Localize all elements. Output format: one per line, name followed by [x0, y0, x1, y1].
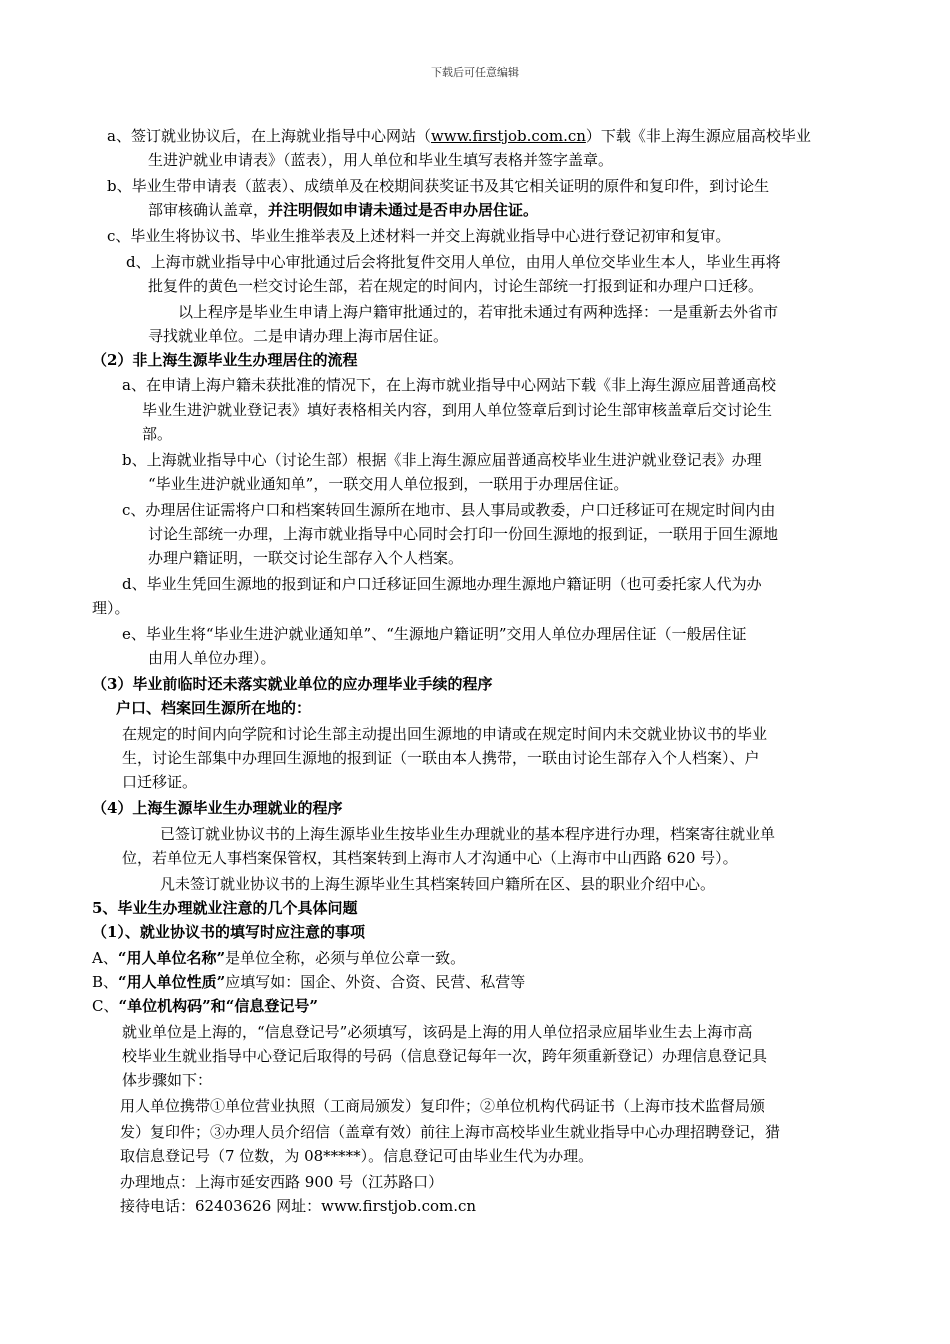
item-a-line2: 生进沪就业申请表》（蓝表），用人单位和毕业生填写表格并签字盖章。	[148, 151, 614, 169]
s2-item-a-line2: 毕业生进沪就业登记表》填好表格相关内容，到用人单位签章后到讨论生部审核盖章后交讨论生	[142, 401, 773, 419]
s2-item-e-line1: e、毕业生将“毕业生进沪就业通知单”、“生源地户籍证明”交用人单位办理居住证（一般居住证	[122, 625, 747, 643]
contact-info: 接待电话：62403626 网址：www.firstjob.com.cn	[120, 1197, 477, 1215]
s4-para-line2: 位，若单位无人事档案保管权，其档案转到上海市人才沟通中心（上海市中山西路 620 号）。	[122, 849, 738, 867]
item-A	[92, 946, 465, 970]
s2-item-c-line2: 讨论生部统一办理，上海市就业指导中心同时会打印一份回生源地的报到证，一联用于回生源地	[148, 525, 779, 543]
section-2-title: （2）非上海生源毕业生办理居住的流程	[92, 351, 358, 369]
item-c-line1: c、毕业生将协议书、毕业生推举表及上述材料一并交上海就业指导中心进行登记初审和复审。	[107, 227, 731, 245]
s2-item-a-line3: 部。	[142, 425, 173, 443]
item-B-bold: “用人单位性质”	[118, 973, 226, 991]
item-A-marker: A、	[92, 949, 118, 967]
item-d-line2: 批复件的黄色一栏交讨论生部，若在规定的时间内，讨论生部统一打报到证和办理户口迁移。	[148, 277, 764, 295]
item-B	[92, 970, 525, 994]
s5-steps-line3: 取信息登记号（7 位数，为 08*****）。信息登记可由毕业生代为办理。	[120, 1147, 594, 1165]
item-b-text: 部审核确认盖章，	[148, 201, 269, 219]
item-a-text: a、签订就业协议后，在上海就业指导中心网站（	[107, 127, 431, 145]
section-5-subtitle: （1）、就业协议书的填写时应注意的事项	[92, 923, 365, 941]
item-b-line2	[148, 198, 538, 222]
s5-para-line2: 校毕业生就业指导中心登记后取得的号码（信息登记每年一次，跨年须重新登记）办理信息登记具	[122, 1047, 768, 1065]
item-C-marker: C、	[92, 997, 119, 1015]
section-5-title: 5、毕业生办理就业注意的几个具体问题	[92, 899, 358, 917]
note-line2: 寻找就业单位。二是申请办理上海市居住证。	[148, 327, 449, 345]
item-A-bold: “用人单位名称”	[117, 949, 226, 967]
item-B-text: 应填写如：国企、外资、合资、民营、私营等	[225, 973, 526, 991]
s5-para-line1: 就业单位是上海的，“信息登记号”必须填写，该码是上海的用人单位招录应届毕业生去上海市高	[122, 1023, 753, 1041]
item-a-text-end: ）下载《非上海生源应届高校毕业	[585, 127, 811, 145]
s2-item-c-line1: c、办理居住证需将户口和档案转回生源所在地市、县人事局或教委，户口迁移证可在规定时间内由	[122, 501, 776, 519]
item-C-bold: “单位机构码”和“信息登记号”	[118, 997, 318, 1015]
s3-para-line1: 在规定的时间内向学院和讨论生部主动提出回生源地的申请或在规定时间内未交就业协议书的毕业	[122, 725, 768, 743]
note-line1: 以上程序是毕业生申请上海户籍审批通过的，若审批未通过有两种选择：一是重新去外省市	[178, 303, 779, 321]
item-d-line1: d、上海市就业指导中心审批通过后会将批复件交用人单位，由用人单位交毕业生本人，毕业生再将	[126, 253, 781, 271]
item-b-line1: b、毕业生带申请表（蓝表）、成绩单及在校期间获奖证书及其它相关证明的原件和复印件，到讨论生	[107, 177, 770, 195]
page-header: 下载后可任意编辑	[431, 66, 519, 79]
s4-para-line3: 凡未签订就业协议书的上海生源毕业生其档案转回户籍所在区、县的职业介绍中心。	[160, 875, 716, 893]
s3-para-line2: 生，讨论生部集中办理回生源地的报到证（一联由本人携带，一联由讨论生部存入个人档案）、户	[122, 749, 760, 767]
s2-item-d-line2: 理）。	[92, 599, 130, 617]
s5-para-line3: 体步骤如下：	[122, 1071, 213, 1089]
s2-item-b-line2: “毕业生进沪就业通知单”，一联交用人单位报到，一联用于办理居住证。	[148, 475, 629, 493]
section-3-title: （3）毕业前临时还未落实就业单位的应办理毕业手续的程序	[92, 675, 493, 693]
item-b-bold: 并注明假如申请未通过是否申办居住证。	[268, 201, 539, 219]
s2-item-b-line1: b、上海就业指导中心（讨论生部）根据《非上海生源应届普通高校毕业生进沪就业登记表》办理	[122, 451, 762, 469]
s5-steps-line2: 发）复印件；③办理人员介绍信（盖章有效）前往上海市高校毕业生就业指导中心办理招聘登记，猎	[120, 1123, 781, 1141]
s5-steps-line1: 用人单位携带①单位营业执照（工商局颁发）复印件；②单位机构代码证书（上海市技术监督局颁	[120, 1097, 766, 1115]
s4-para-line1: 已签订就业协议书的上海生源毕业生按毕业生办理就业的基本程序进行办理，档案寄往就业单	[160, 825, 776, 843]
section-4-title: （4）上海生源毕业生办理就业的程序	[92, 799, 343, 817]
s2-item-a-line1: a、在申请上海户籍未获批准的情况下，在上海市就业指导中心网站下载《非上海生源应届普通高校	[122, 376, 776, 394]
s2-item-e-line2: 由用人单位办理）。	[148, 649, 276, 667]
s2-item-c-line3: 办理户籍证明，一联交讨论生部存入个人档案。	[148, 549, 464, 567]
item-A-text: 是单位全称，必须与单位公章一致。	[225, 949, 466, 967]
office-address: 办理地点：上海市延安西路 900 号（江苏路口）	[120, 1173, 444, 1191]
section-3-subtitle: 户口、档案回生源所在地的：	[116, 699, 312, 717]
item-C	[92, 994, 318, 1018]
item-a-line1	[107, 124, 811, 148]
s3-para-line3: 口迁移证。	[122, 773, 198, 791]
item-B-marker: B、	[92, 973, 119, 991]
website-link[interactable]: www.firstjob.com.cn	[430, 127, 586, 145]
s2-item-d-line1: d、毕业生凭回生源地的报到证和户口迁移证回生源地办理生源地户籍证明（也可委托家人代为办	[122, 575, 762, 593]
